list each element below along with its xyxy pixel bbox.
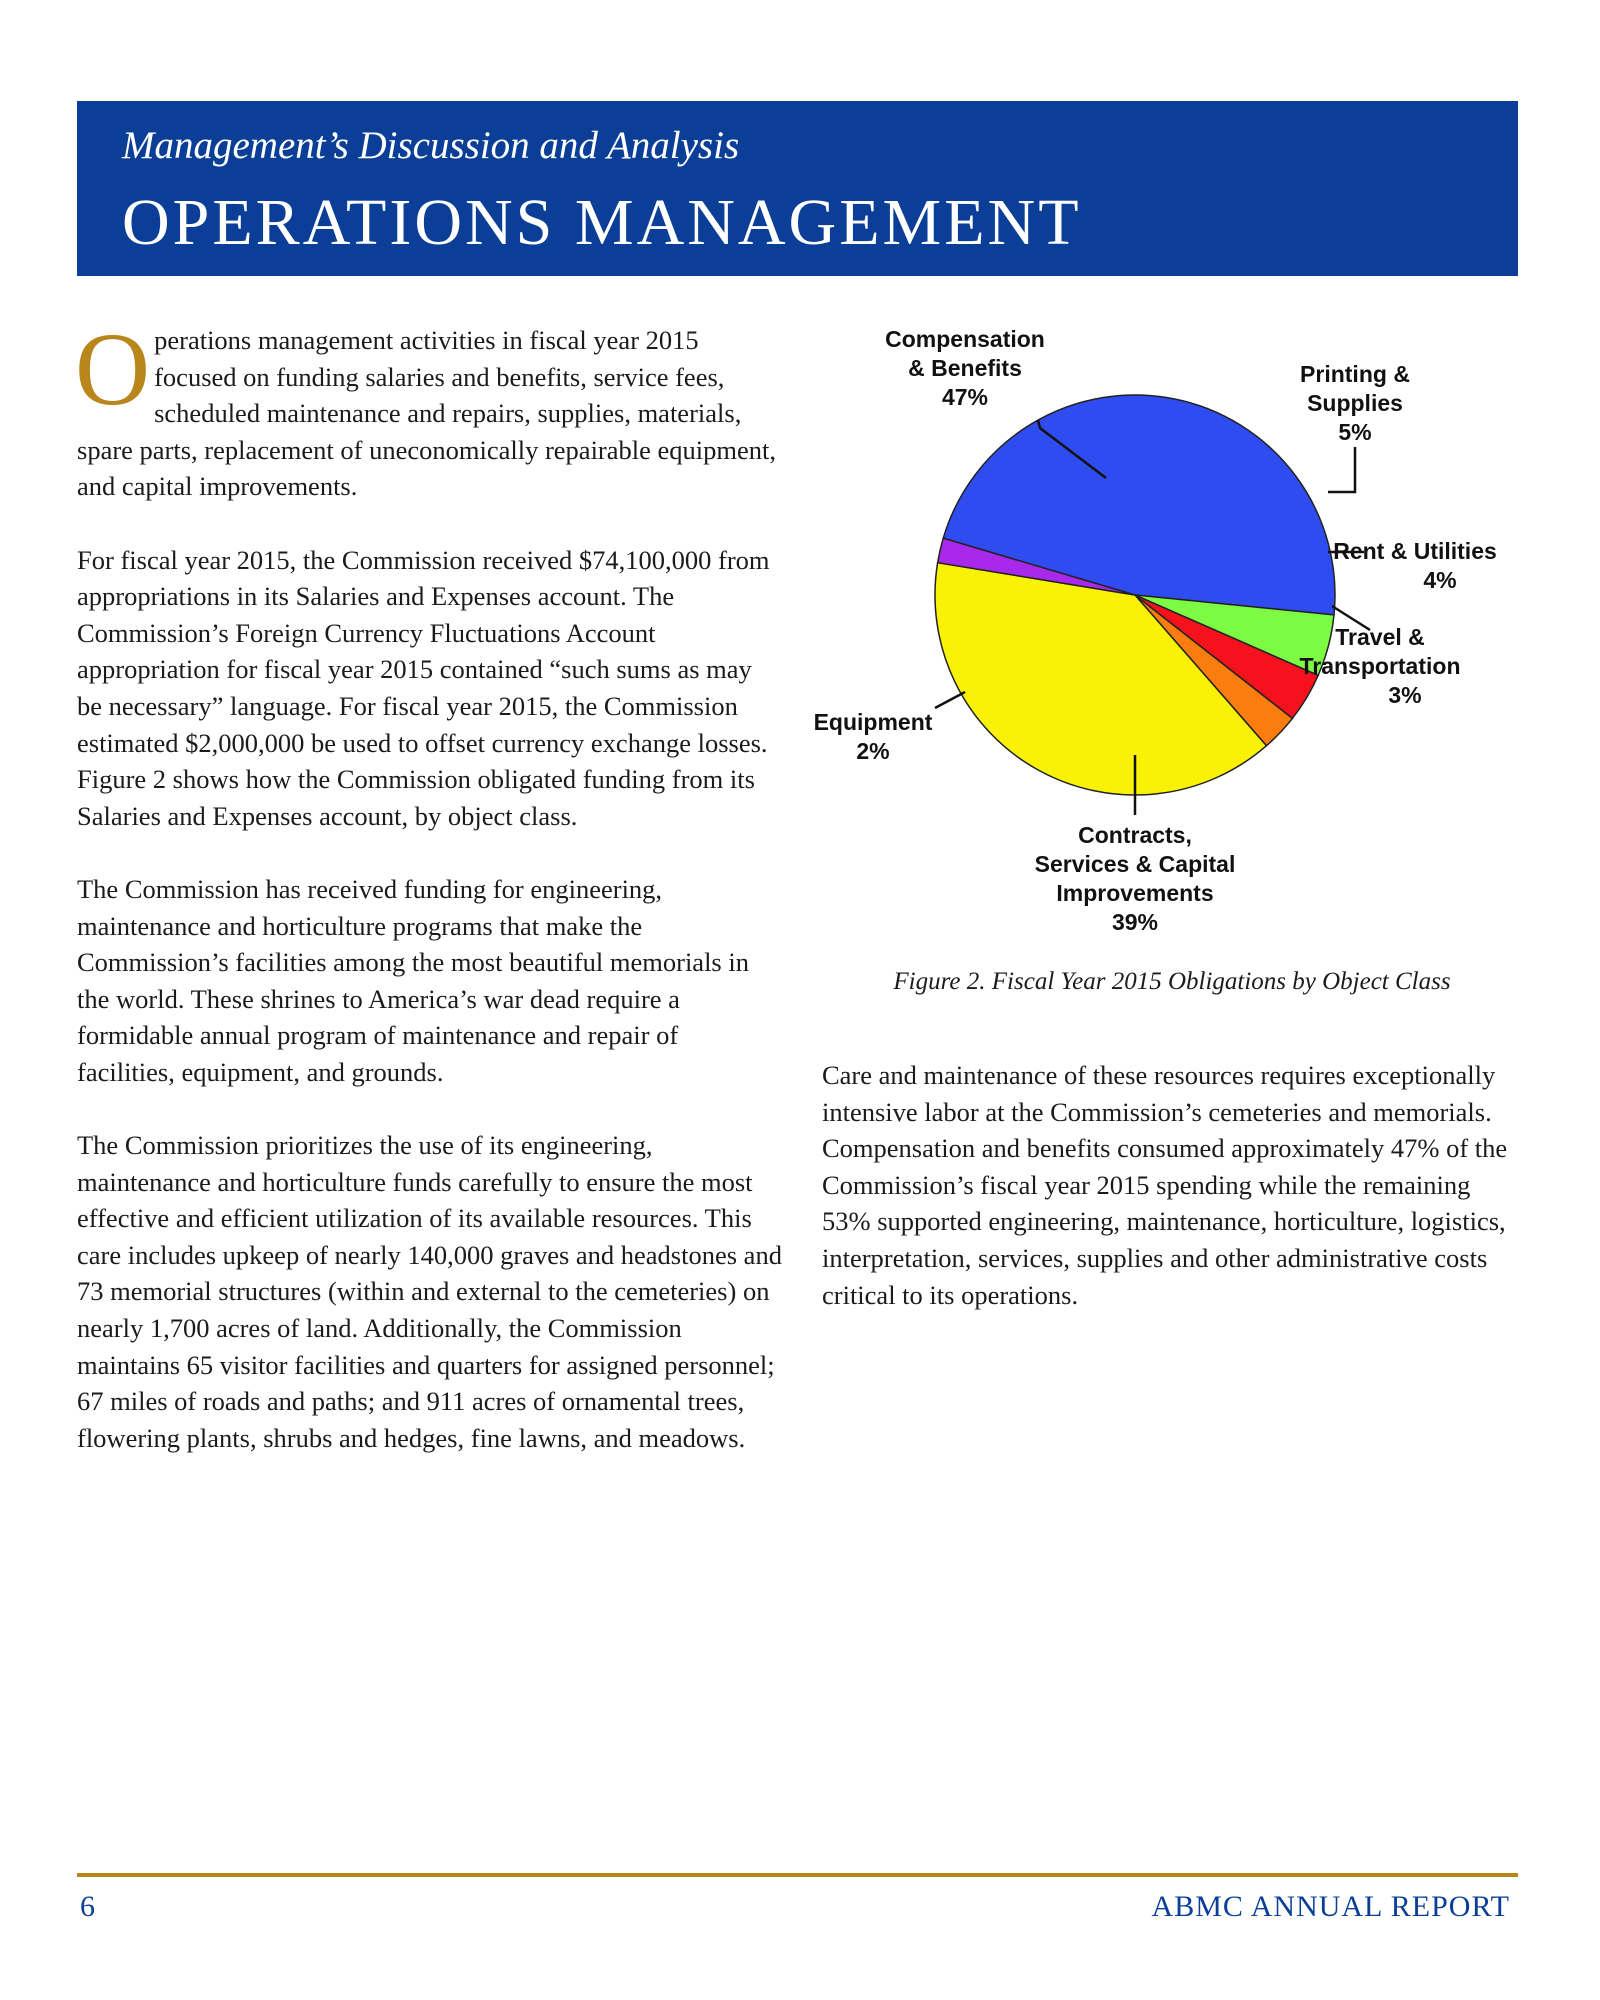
- intro-paragraph: [75, 312, 782, 505]
- slice-name-label-5: Equipment: [813, 709, 933, 735]
- slice-pct-label-5: 2%: [856, 738, 890, 764]
- slice-pct-label-4: 39%: [1111, 909, 1159, 935]
- slice-name-label-0: Compensation: [885, 326, 1045, 352]
- slice-name-label-1: Printing &: [1300, 361, 1410, 387]
- slice-name-label-4: Contracts,: [1078, 822, 1192, 848]
- slice-name-label-1: Supplies: [1307, 390, 1403, 416]
- leader-line-1: [1328, 447, 1355, 492]
- slice-name-label-0: & Benefits: [908, 355, 1022, 381]
- intro-paragraph-text: perations management activities in fiscal year 2015 focused on funding salaries and benefits, service fees, scheduled maintenance and repairs, supplies, materials, spare parts, replacement of uneconomically repairable equipment, and capital improvements.: [77, 325, 777, 502]
- slice-name-label-4: Improvements: [1056, 880, 1214, 906]
- slice-label-1: [1300, 361, 1410, 445]
- priorities-paragraph: The Commission prioritizes the use of its engineering, maintenance and horticulture funds carefully to ensure the most effective and efficient utilization of its available resources. This care includes upkeep of nearly 140,000 graves and headstones and 73 memorial structures (within and external to the cemeteries) on nearly 1,700 acres of land. Additionally, the Commission maintains 65 visitor facilities and quarters for assigned personnel; 67 miles of roads and paths; and 911 acres of ornamental trees, flowering plants, shrubs and hedges, fine lawns, and meadows.: [77, 1130, 782, 1453]
- slice-label-2: [1333, 538, 1497, 593]
- left-column: [75, 312, 782, 1493]
- slice-name-label-3: Transportation: [1299, 653, 1461, 679]
- report-name: ABMC ANNUAL REPORT: [1151, 1890, 1510, 1923]
- slice-name-label-4: Services & Capital: [1034, 851, 1236, 877]
- drop-cap: O: [75, 312, 151, 427]
- page-title: OPERATIONS MANAGEMENT: [122, 186, 1082, 259]
- programs-paragraph: The Commission has received funding for engineering, maintenance and horticulture programs that make the Commission’s facilities among the most beautiful memorials in the world. These shrines to America’s war dead require a formidable annual program of maintenance and repair of facilities, equipment, and grounds.: [77, 873, 749, 1087]
- page-header: [77, 101, 1518, 276]
- slice-pct-label-2: 4%: [1423, 567, 1457, 593]
- slice-pct-label-3: 3%: [1388, 682, 1422, 708]
- leader-line-5: [935, 692, 965, 708]
- slice-label-4: [1035, 822, 1236, 935]
- page-number: 6: [80, 1890, 95, 1923]
- figure-caption: Figure 2. Fiscal Year 2015 Obligations by Object Class: [893, 968, 1451, 995]
- slice-pct-label-1: 5%: [1338, 419, 1372, 445]
- footer-divider: [77, 1873, 1518, 1877]
- funding-paragraph: For fiscal year 2015, the Commission received $74,100,000 from appropriations in its Salaries and Expenses account. The Commission’s Foreign Currency Fluctuations Account appropriation for fiscal year 2015 contained “such sums as may be necessary” language. For fiscal year 2015, the Commission estimated $2,000,000 be used to offset currency exchange losses. Figure 2 shows how the Commission obligated funding from its Salaries and Expenses account, by object class.: [77, 544, 770, 831]
- slice-label-5: [814, 709, 933, 764]
- slice-name-label-3: Travel &: [1335, 624, 1425, 650]
- pie-chart-svg: [800, 320, 1540, 960]
- slice-pct-label-0: 47%: [941, 384, 989, 410]
- right-column: [822, 1057, 1522, 1313]
- section-subtitle: Management’s Discussion and Analysis: [122, 124, 740, 167]
- slice-label-0: [885, 326, 1045, 410]
- care-paragraph: Care and maintenance of these resources requires exceptionally intensive labor at the Commission’s cemeteries and memorials. Compensation and benefits consumed approximately 47% of the Commission’s fiscal year 2015 spending while the remaining 53% supported engineering, maintenance, horticulture, logistics, interpretation, services, supplies and other administrative costs critical to its operations.: [822, 1060, 1508, 1310]
- obligations-pie-chart: [800, 320, 1540, 960]
- slice-name-label-2: Rent & Utilities: [1333, 538, 1497, 564]
